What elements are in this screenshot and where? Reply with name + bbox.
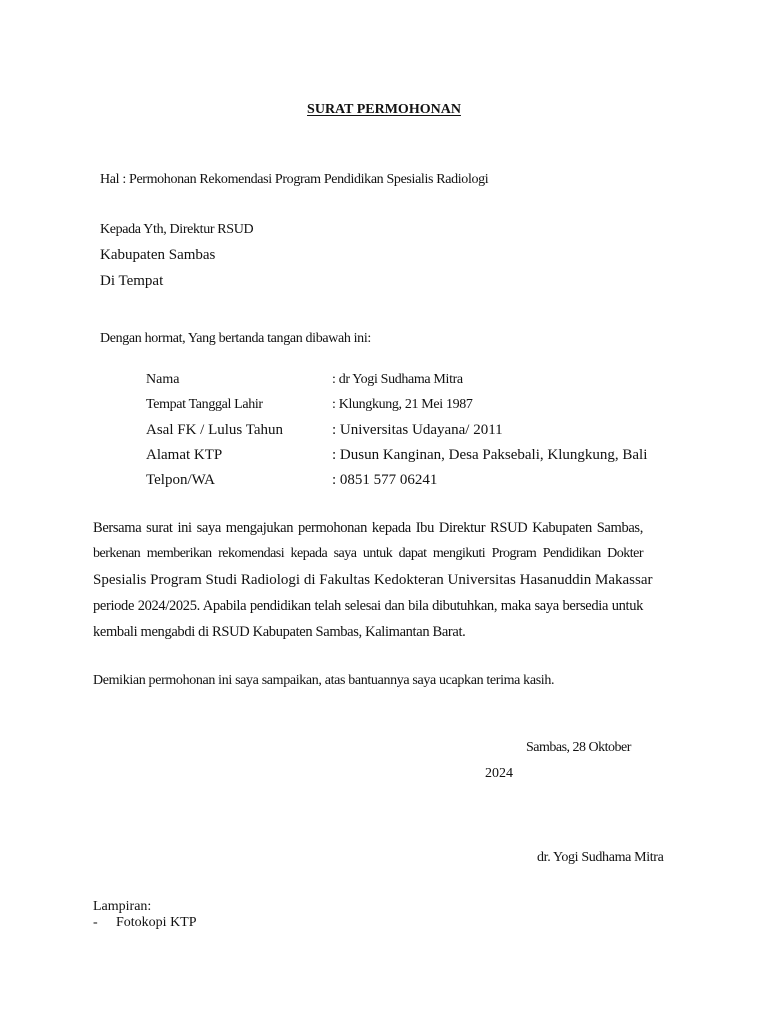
greeting: Dengan hormat, Yang bertanda tangan dibawah ini: <box>100 331 371 346</box>
body-line: periode 2024/2025. Apabila pendidikan telah selesai dan bila dibutuhkan, maka saya bersedia untuk <box>93 598 643 614</box>
identity-value: : Klungkung, 21 Mei 1987 <box>332 397 473 412</box>
identity-label: Alamat KTP <box>146 447 223 463</box>
attachments-heading: Lampiran: <box>93 899 152 914</box>
identity-label: Nama <box>146 372 180 387</box>
attachment-text: Fotokopi KTP <box>116 915 197 930</box>
identity-value: : Universitas Udayana/ 2011 <box>332 422 503 438</box>
signer-name: dr. Yogi Sudhama Mitra <box>537 850 664 865</box>
attachment-bullet: - <box>93 915 98 930</box>
subject-line: Hal : Permohonan Rekomendasi Program Pendidikan Spesialis Radiologi <box>100 172 489 187</box>
identity-label: Asal FK / Lulus Tahun <box>146 422 284 438</box>
closing-sentence: Demikian permohonan ini saya sampaikan, atas bantuannya saya ucapkan terima kasih. <box>93 673 555 688</box>
place-date: Sambas, 28 Oktober <box>526 740 631 755</box>
identity-value: : Dusun Kanginan, Desa Paksebali, Klungkung, Bali <box>332 447 648 463</box>
letter-title: SURAT PERMOHONAN <box>307 102 461 117</box>
body-line: Bersama surat ini saya mengajukan permohonan kepada Ibu Direktur RSUD Kabupaten Sambas, <box>93 520 643 536</box>
addressee-line-2: Kabupaten Sambas <box>100 247 216 263</box>
addressee-line-3: Di Tempat <box>100 273 164 289</box>
body-line: Spesialis Program Studi Radiologi di Fakultas Kedokteran Universitas Hasanuddin Makassar <box>93 572 653 588</box>
identity-value: : 0851 577 06241 <box>332 472 438 488</box>
identity-label: Tempat Tanggal Lahir <box>146 397 263 412</box>
identity-value: : dr Yogi Sudhama Mitra <box>332 372 463 387</box>
body-line: kembali mengabdi di RSUD Kabupaten Sambas, Kalimantan Barat. <box>93 624 466 640</box>
identity-label: Telpon/WA <box>146 472 215 488</box>
date-year: 2024 <box>485 766 513 781</box>
addressee-line-1: Kepada Yth, Direktur RSUD <box>100 222 254 237</box>
body-line: berkenan memberikan rekomendasi kepada saya untuk dapat mengikuti Program Pendidikan Dokter <box>93 546 643 561</box>
